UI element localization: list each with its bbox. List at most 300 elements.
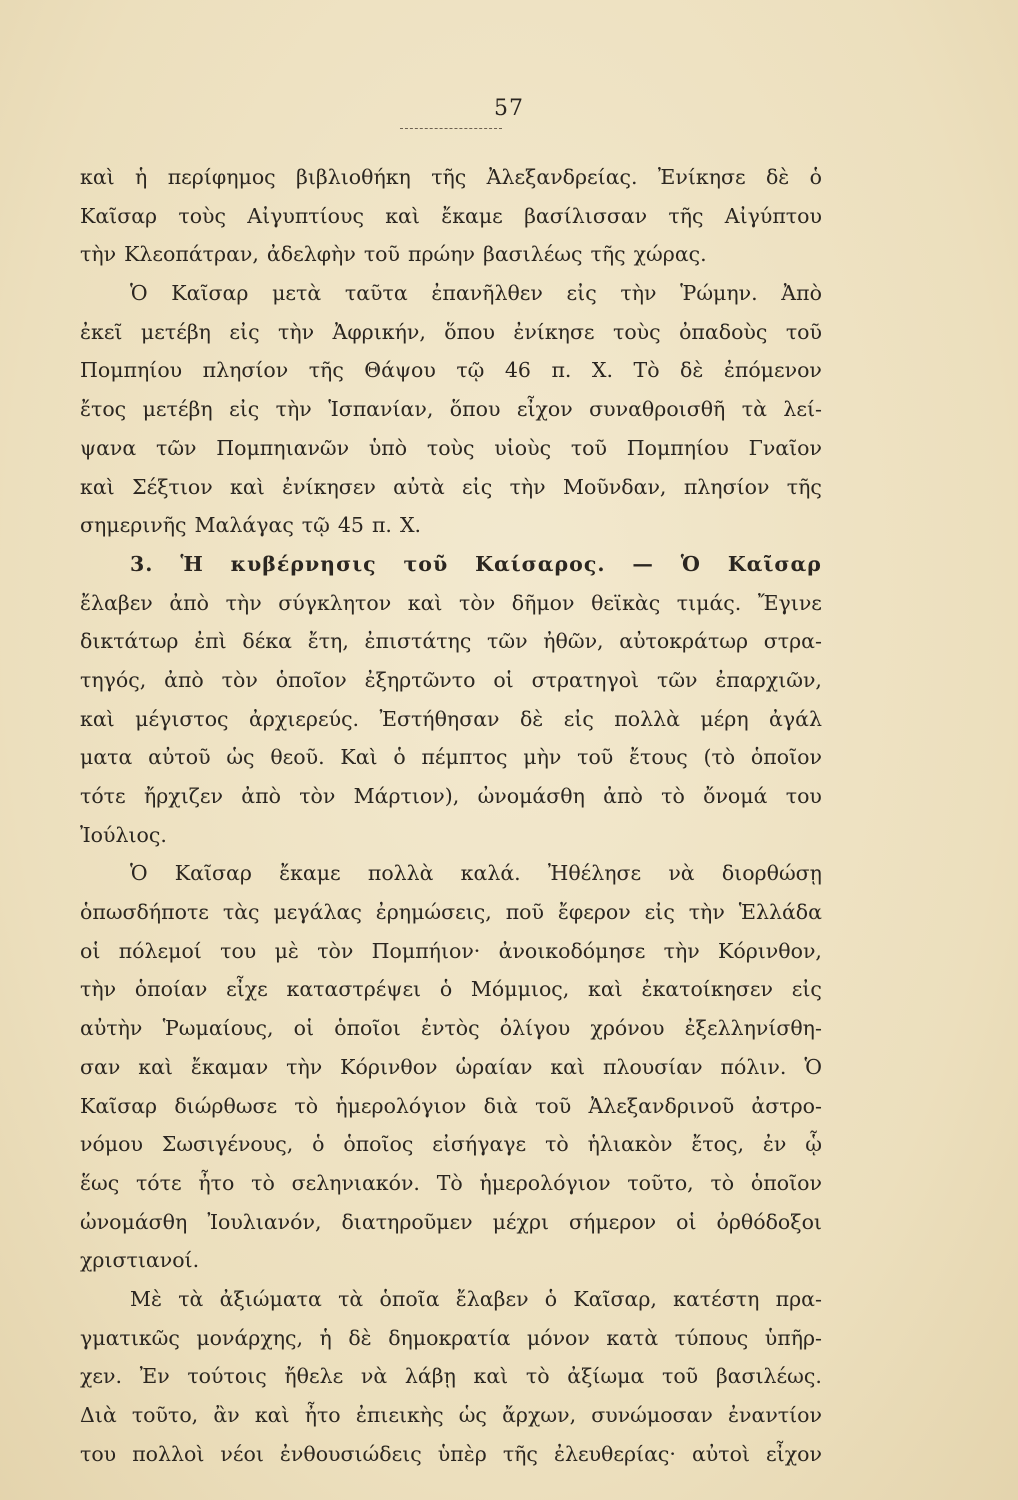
word: καὶ (473, 1364, 509, 1389)
word: Πομπηιανῶν (216, 435, 350, 460)
word: του (785, 784, 822, 808)
word: Καῖσαρ (727, 551, 822, 576)
word: διώρθωσε (174, 1093, 278, 1118)
word: αὐτοῦ (148, 745, 211, 770)
text-line (80, 158, 822, 197)
word: πλησίον (202, 358, 289, 383)
word: τῆς (590, 242, 626, 267)
word: γματικῶς (80, 1325, 180, 1350)
word: ἔτος (80, 397, 127, 422)
text-line (80, 1396, 822, 1435)
word: Ἀλεξανδρινοῦ (588, 1093, 735, 1118)
word: μεγάλας (273, 900, 362, 925)
word: ὀλίγου (499, 1016, 571, 1041)
word: ἐπιεικὴς (355, 1403, 444, 1427)
word: Μοῦνδαν, (563, 474, 667, 499)
word: 45 (337, 513, 364, 538)
word: τὴν (80, 977, 117, 1002)
word: τὸν (459, 590, 496, 615)
word: ἐπιστάτης (364, 629, 472, 654)
text-line (80, 1009, 822, 1048)
word: Ἰουλιανόν, (207, 1209, 322, 1234)
word: ὁποῖος (343, 1132, 414, 1157)
word: ὑπὸ (368, 435, 408, 460)
word: εἰς (644, 900, 675, 925)
word: ἡμερολόγιον (479, 1170, 611, 1195)
word: Πομπηίου (80, 358, 183, 383)
word: Ῥωμαίους, (162, 1016, 274, 1041)
word: Ὁ (130, 861, 148, 886)
word: μετὰ (272, 281, 322, 306)
word: χώρας. (633, 242, 707, 267)
word: Θάψου (364, 358, 436, 383)
text-line (80, 1319, 822, 1358)
word: πολλὰ (367, 861, 434, 886)
word: Ὁ (680, 551, 701, 576)
word: 46 (504, 358, 531, 383)
text-line (80, 738, 822, 777)
word: Πομπήιον· (371, 938, 481, 963)
word: (τὸ (703, 745, 736, 770)
word: ὁ (809, 165, 822, 189)
word: τῆς (668, 203, 704, 228)
text-line (80, 313, 822, 352)
word: πλησίον (683, 474, 770, 499)
word: κατέστη (673, 1286, 760, 1311)
word: ὁποῖοι (334, 1016, 401, 1041)
word: ἐπανῆλθεν (431, 281, 543, 306)
text-line (80, 1203, 822, 1242)
word: Μὲ (130, 1286, 162, 1311)
text-line (80, 584, 822, 623)
word: Ἡ (180, 551, 204, 576)
word: ὁποῖον (750, 745, 822, 770)
word: τῶν (657, 667, 698, 692)
word: τὸν (299, 784, 336, 808)
word: τὸ (661, 784, 685, 808)
word: ὅπου (444, 319, 495, 344)
word: τοῦ (570, 435, 607, 460)
word: του (80, 1441, 117, 1466)
word: τὴν (620, 281, 657, 306)
word: βασιλέως (482, 242, 583, 267)
word: ἔλαβεν (80, 590, 153, 615)
word: τῶν (487, 629, 528, 654)
word: εἶχε (226, 977, 268, 1002)
word: Μόμμιος, (470, 977, 570, 1002)
word: τὴν (286, 1054, 323, 1079)
word: ἀξίωμα (567, 1364, 645, 1389)
word: Καῖσαρ (80, 1093, 158, 1118)
word: τοὺς (426, 435, 475, 460)
word: τοὺς (613, 319, 661, 344)
word: Ἐν (139, 1364, 170, 1389)
word: δὲ (765, 165, 790, 189)
word: ἔκαμε (441, 203, 503, 228)
word: Ἀπὸ (781, 281, 822, 306)
word: Ἰούλιος. (80, 822, 167, 847)
word: μὲ (274, 938, 299, 963)
word: ὠνομάσθη (477, 784, 585, 808)
word: νὰ (360, 1364, 388, 1389)
word: ὀρθόδοξοι (716, 1209, 822, 1234)
word: ὄνομά (703, 784, 768, 808)
word: πολλοὶ (132, 1441, 205, 1466)
text-line (80, 932, 822, 971)
word: Ὁ (804, 1054, 822, 1079)
word: βασίλισσαν (524, 203, 648, 228)
word: ψανα (80, 435, 137, 460)
word: ἤρχιζεν (143, 784, 223, 808)
word: ἐπὶ (194, 629, 227, 654)
word: ἄρχων, (502, 1403, 577, 1427)
word: ἐπαρχιῶν, (715, 667, 822, 692)
word: εἰς (229, 319, 260, 344)
word: Πομπηίου (626, 435, 729, 460)
word: τῆς (502, 1441, 538, 1466)
word: τύπους (674, 1325, 749, 1350)
word: αὐτὴν (80, 1016, 143, 1041)
word: τὴν (663, 938, 700, 963)
word: ἐκατοίκησεν (641, 977, 774, 1002)
word: τηγός, (80, 667, 147, 692)
word: δικτάτωρ (80, 629, 179, 654)
word: Γναῖον (748, 435, 822, 460)
word: καταστρέψει (286, 977, 422, 1002)
word: δέκα (242, 629, 293, 654)
word: τοῦ (403, 551, 449, 576)
word: καλά. (460, 861, 521, 886)
word: δημοκρατία (388, 1325, 511, 1350)
text-line (80, 700, 822, 739)
word: στρα- (763, 629, 822, 654)
word: τοῦ (577, 745, 614, 770)
word: ἦτο (304, 1403, 341, 1427)
text-line (80, 1125, 822, 1164)
word: νόμου (80, 1132, 143, 1157)
word: οἱ (80, 938, 101, 963)
word: οἱ (676, 1209, 697, 1234)
word: Καίσαρος. (475, 551, 606, 576)
word: τὸν (221, 667, 258, 692)
word: εἰς (791, 977, 822, 1002)
word: καὶ (588, 977, 623, 1002)
text-line (80, 1164, 822, 1203)
text-line (80, 351, 822, 390)
word: καὶ (230, 474, 265, 499)
text-line (80, 1048, 822, 1087)
word: σύγκλητον (278, 590, 392, 615)
text-line (80, 506, 822, 545)
word: Ἱσπανίαν, (328, 397, 434, 422)
word: — (632, 551, 654, 576)
word: ἤθελε (284, 1364, 344, 1389)
word: ἀδελφὴν (266, 242, 356, 267)
word: ὁ (439, 977, 453, 1002)
word: Μαλάγας (194, 513, 294, 538)
word: αὐτὰ (393, 474, 445, 499)
word: ἀπὸ (169, 590, 210, 615)
word: σαν (80, 1054, 121, 1079)
word: Σωσιγένους, (161, 1132, 294, 1157)
word: καὶ (550, 1054, 586, 1079)
word: Κόρινθον, (718, 938, 822, 963)
word: Καὶ (340, 745, 378, 770)
word: τότε (80, 784, 126, 808)
word: ὑπῆρ- (764, 1325, 822, 1350)
word: τῆς (308, 358, 344, 383)
word: ἡ (319, 1325, 332, 1350)
word: δὲ (519, 706, 544, 731)
word: Κόρινθον (340, 1054, 438, 1079)
word: ἔφερον (557, 900, 631, 925)
word: μέρη (700, 706, 749, 731)
word: νὰ (668, 861, 695, 886)
word: τοῦ (363, 242, 400, 267)
word: Αἰγυπτίους (247, 203, 364, 228)
word: καὶ (407, 590, 443, 615)
word: ὁ (393, 745, 406, 770)
word: τὴν (225, 590, 262, 615)
word: ἀνοικοδόμησε (498, 938, 646, 963)
section-heading-line (80, 545, 822, 584)
word: σήμερον (569, 1209, 657, 1234)
word: Ἐστήθησαν (379, 706, 500, 731)
word: εἰσήγαγε (432, 1132, 527, 1157)
word: τῆς (431, 165, 467, 189)
word: χρόνου (590, 1016, 665, 1041)
word: τοῦ (785, 319, 822, 344)
word: τὸν (317, 938, 354, 963)
word: καὶ (80, 165, 115, 189)
word: ματα (80, 745, 133, 770)
word: μόνον (526, 1325, 590, 1350)
word: οἱ (493, 667, 514, 692)
text-line (80, 429, 822, 468)
word: μέγιστος (135, 706, 229, 731)
word: βιβλιοθήκη (296, 165, 411, 189)
text-line (80, 622, 822, 661)
word: αὐτοκράτωρ (619, 629, 749, 654)
word: ὅπου (449, 397, 501, 422)
word: ἀπὸ (241, 784, 281, 808)
word: ἔτος, (691, 1132, 744, 1157)
word: ᾧ (805, 1132, 822, 1157)
word: Καῖσαρ (80, 203, 158, 228)
word: ἐνίκησε (513, 319, 595, 344)
word: τιμάς. (676, 590, 742, 615)
word: ἔτους (629, 745, 688, 770)
word: του (220, 938, 257, 963)
word: νέοι (220, 1441, 264, 1466)
word: εἰς (566, 281, 597, 306)
word: Τὸ (633, 358, 660, 383)
word: τὴν (509, 474, 546, 499)
word: δὲ (348, 1325, 372, 1350)
word: Ἔγινε (757, 590, 822, 615)
word: μὴν (523, 745, 562, 770)
text-line (80, 197, 822, 236)
word: τὸ (525, 1364, 550, 1389)
word: διὰ (483, 1093, 518, 1118)
text-line (80, 1241, 822, 1280)
word: ὡραίαν (455, 1054, 533, 1079)
word: Ἐνίκησε (657, 165, 746, 189)
word: ὑπὲρ (437, 1441, 487, 1466)
word: κατὰ (606, 1325, 659, 1350)
text-line (80, 1280, 822, 1319)
word: Ὁ (130, 281, 148, 306)
word: τῶν (155, 435, 197, 460)
word: καὶ (138, 1054, 173, 1079)
word: ἂν (213, 1403, 240, 1427)
word: τότε (135, 1170, 182, 1195)
word: πόλεμοί (118, 938, 202, 963)
word: Ἠθέλησε (547, 861, 642, 886)
word: εἰς (229, 397, 260, 422)
word: ἀπὸ (603, 784, 643, 808)
word: ἀστρο- (751, 1093, 822, 1118)
word: μετέβη (140, 319, 211, 344)
word: ἀγάλ (769, 706, 822, 731)
word: τὸ (294, 1093, 319, 1118)
word: τῆς (786, 474, 822, 499)
word: εἰς (563, 706, 594, 731)
word: ποῦ (505, 900, 544, 925)
word: πέμπτος (421, 745, 508, 770)
word: Χ. (399, 513, 422, 538)
word: τοῦ (662, 1364, 699, 1389)
word: ἀρχιερεύς. (248, 706, 360, 731)
word: τῷ (301, 513, 330, 538)
word: Σέξτιον (132, 474, 213, 499)
word: θεϊκὰς (591, 590, 661, 615)
word: ὁπωσδήποτε (80, 900, 209, 925)
word: ἐρημώσεις, (375, 900, 492, 925)
word: τοὺς (178, 203, 226, 228)
word: ὡς (226, 745, 255, 770)
word: ταῦτα (344, 281, 408, 306)
text-line (80, 1087, 822, 1126)
word: τὸ (710, 1170, 735, 1195)
body-text (80, 158, 822, 1473)
word: δῆμον (511, 590, 575, 615)
word: ὁ (544, 1286, 558, 1311)
word: Καῖσαρ (171, 281, 249, 306)
word: ὁ (312, 1132, 325, 1157)
text-line (80, 816, 822, 855)
word: διατηροῦμεν (341, 1209, 473, 1234)
word: εἶχον (516, 397, 573, 422)
text-line (80, 854, 822, 893)
word: μέχρι (492, 1209, 550, 1234)
word: Μάρτιον), (353, 784, 460, 808)
word: λεί- (783, 397, 822, 422)
word: ὁποίαν (134, 977, 208, 1002)
word: ἔλαβεν (455, 1286, 529, 1311)
word: Ἀφρικήν, (332, 319, 426, 344)
text-line (80, 274, 822, 313)
word: Καῖσαρ, (573, 1286, 657, 1311)
word: στρατηγοὶ (531, 667, 640, 692)
word: πρα- (775, 1286, 822, 1311)
word: Ἀλεξανδρείας. (486, 165, 638, 189)
word: ἡ (135, 165, 148, 189)
word: βασιλέως. (715, 1364, 822, 1389)
word: τῷ (456, 358, 485, 383)
word: χριστιανοί. (80, 1248, 200, 1273)
text-line (80, 1357, 822, 1396)
word: ὁποῖον (275, 667, 347, 692)
word: τὸ (545, 1132, 569, 1157)
word: Καῖσαρ (174, 861, 252, 886)
word: Αἰγύπτου (724, 203, 822, 228)
word: Κλεοπάτραν, (124, 242, 259, 267)
word: ὡς (458, 1403, 487, 1427)
word: 3. (130, 551, 154, 576)
text-line (80, 970, 822, 1009)
text-line (80, 777, 822, 816)
word: ἦτο (198, 1170, 235, 1195)
word: τὴν (688, 900, 725, 925)
text-line (80, 893, 822, 932)
word: καὶ (254, 1403, 290, 1427)
word: ἀπὸ (164, 667, 204, 692)
word: Ἑλλάδα (738, 900, 822, 925)
word: περίφημος (167, 165, 276, 189)
word: ἐν (762, 1132, 787, 1157)
word: ὠνομάσθη (80, 1209, 188, 1234)
word: τούτοις (187, 1364, 267, 1389)
word: λάβῃ (404, 1364, 456, 1389)
word: Τὸ (436, 1170, 463, 1195)
header-rule (400, 128, 502, 129)
word: θεοῦ. (270, 745, 325, 770)
word: τὰς (222, 900, 260, 925)
word: π. (551, 358, 572, 383)
word: ἔκαμε (279, 861, 341, 886)
word: ἐνθουσιώδεις (279, 1441, 422, 1466)
word: πολλὰ (614, 706, 680, 731)
word: ὁποῖον (750, 1170, 822, 1195)
word: σημερινῆς (80, 513, 187, 538)
word: σεληνιακόν. (291, 1170, 420, 1195)
word: ἠθῶν, (543, 629, 604, 654)
word: εἶχον (766, 1441, 822, 1466)
word: ἐπόμενον (723, 358, 822, 383)
word: τὸ (251, 1170, 275, 1195)
word: ἐκεῖ (80, 319, 123, 344)
word: εἰς (462, 474, 493, 499)
page-number: 57 (494, 96, 524, 121)
word: ἕως (80, 1170, 120, 1195)
text-line (80, 1435, 822, 1474)
word: Ῥώμην. (680, 281, 758, 306)
word: τὰ (741, 397, 767, 422)
word: τοῦ (535, 1093, 572, 1118)
text-line (80, 390, 822, 429)
word: κυβέρνησις (230, 551, 377, 576)
word: ὀπαδοὺς (679, 319, 768, 344)
word: χεν. (80, 1364, 123, 1389)
text-line (80, 235, 822, 274)
word: καὶ (385, 203, 420, 228)
word: πλουσίαν (603, 1054, 703, 1079)
word: πόλιν. (720, 1054, 787, 1079)
word: οἱ (293, 1016, 315, 1041)
word: ἐναντίον (728, 1403, 822, 1427)
word: ἔτη, (307, 629, 349, 654)
